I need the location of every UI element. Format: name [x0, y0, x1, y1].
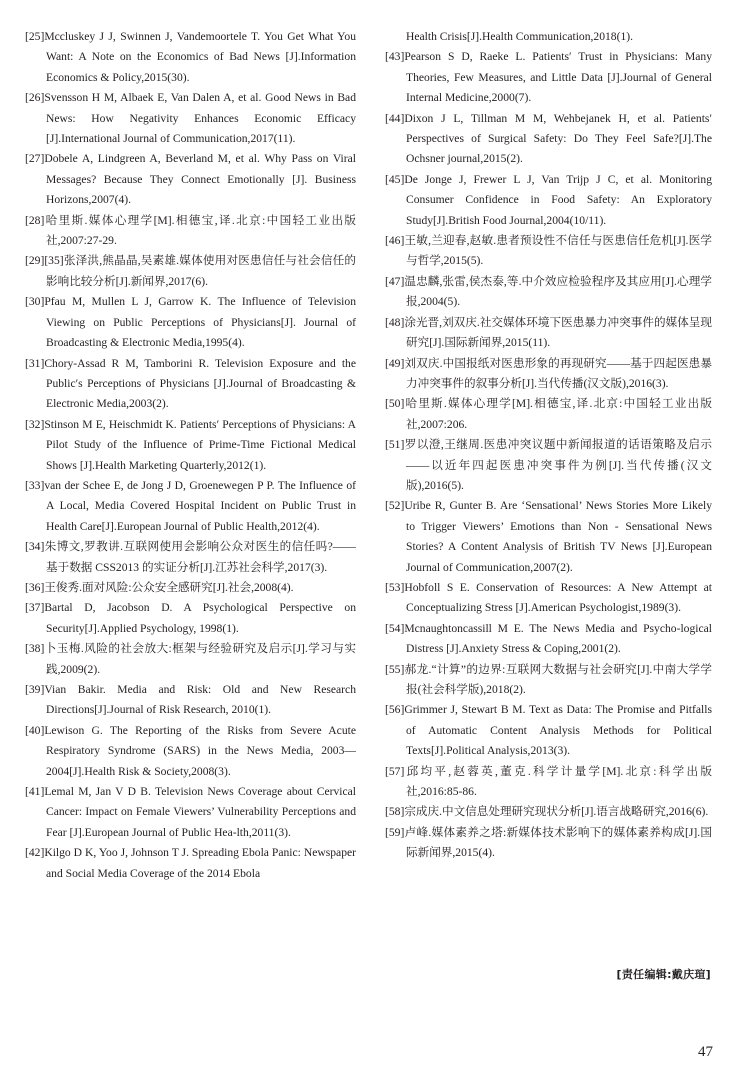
reference-48: [48]涂光晋,刘双庆.社交媒体环境下医患暴力冲突事件的媒体呈现研究[J].国际新闻界,2015(11).: [385, 315, 712, 350]
reference-47: [47]温忠麟,张雷,侯杰泰,等.中介效应检验程序及其应用[J].心理学报,2004(5).: [385, 274, 712, 309]
reference-42: [42]Kilgo D K, Yoo J, Johnson T J. Spreading Ebola Panic: Newspaper and Social Media Coverage of the 2014 Ebola: [25, 846, 356, 880]
reference-29: [29][35]张泽洪,熊晶晶,吴素雄.媒体使用对医患信任与社会信任的影响比较分析[J].新闻界,2017(6).: [25, 254, 356, 288]
reference-33: [33]van der Schee E, de Jong J D, Groenewegen P P. The Influence of A Local, Media Covered Hospital Incident on Public Trust in Health Care[J].European Journal of Public Health,2012(4).: [25, 478, 356, 533]
reference-30: [30]Pfau M, Mullen L J, Garrow K. The Influence of Television Viewing on Public Perceptions of Physicians[J]. Journal of Broadcasting & Electronic Media,1995(4).: [25, 295, 356, 350]
reference-57: [57]邱均平,赵蓉英,董克.科学计量学[M].北京:科学出版社,2016:85-86.: [385, 764, 712, 799]
reference-39: [39]Vian Bakir. Media and Risk: Old and New Research Directions[J].Journal of Risk Research, 2010(1).: [25, 683, 356, 717]
reference-52: [52]Uribe R, Gunter B. Are ‘Sensational’ News Stories More Likely to Trigger Viewers’ Emotions than Non - Sensational News Stories? A Content Analysis of British TV News [J].European Journal of Communication,2007(2).: [385, 499, 712, 574]
reference-46: [46]王敏,兰迎春,赵敏.患者预设性不信任与医患信任危机[J].医学与哲学,2015(5).: [385, 234, 712, 268]
reference-25: [25]Mccluskey J J, Swinnen J, Vandemoortele T. You Get What You Want: A Note on the Economics of Bad News [J].Information Economics & Policy,2015(30).: [25, 30, 356, 84]
reference-26: [26]Svensson H M, Albaek E, Van Dalen A, et al. Good News in Bad News: How Negativity Enhances Economic Efficacy [J].International Journal of Communication,2017(11).: [25, 91, 356, 146]
reference-50: [50]哈里斯.媒体心理学[M].相德宝,译.北京:中国轻工业出版社,2007:206.: [385, 397, 712, 431]
reference-41: [41]Lemal M, Jan V D B. Television News Coverage about Cervical Cancer: Impact on Female Viewers’ Vulnerability Perceptions and Fear [J].European Journal of Public Hea-lth,2011(3).: [25, 785, 356, 839]
reference-59: [59]卢峰.媒体素养之塔:新媒体技术影响下的媒体素养构成[J].国际新闻界,2015(4).: [385, 825, 712, 860]
reference-49: [49]刘双庆.中国报纸对医患形象的再现研究——基于四起医患暴力冲突事件的叙事分析[J].当代传播(汉文版),2016(3).: [385, 356, 712, 390]
reference-42-continued: Health Crisis[J].Health Communication,2018(1).: [406, 30, 634, 43]
references-right-column: [385, 27, 712, 864]
reference-27: [27]Dobele A, Lindgreen A, Beverland M, et al. Why Pass on Viral Messages? Because They Connect Emotionally [J]. Business Horizons,2007(4).: [25, 152, 356, 207]
reference-54: [54]Mcnaughtoncassill M E. The News Media and Psycho-logical Distress [J].Anxiety Stress & Coping,2001(2).: [385, 621, 712, 656]
page-number: 47: [698, 1044, 713, 1060]
reference-34: [34]朱博文,罗教讲.互联网使用会影响公众对医生的信任吗?——基于数据 CSS2013 的实证分析[J].江苏社会科学,2017(3).: [25, 540, 356, 574]
reference-45: [45]De Jonge J, Frewer L J, Van Trijp J C, et al. Monitoring Consumer Confidence in Food Safety: An Exploratory Study[J].British Food Journal,2004(10/11).: [385, 172, 712, 227]
reference-56: [56]Grimmer J, Stewart B M. Text as Data: The Promise and Pitfalls of Automatic Content Analysis Methods for Political Texts[J].Political Analysis,2013(3).: [385, 703, 712, 758]
reference-36: [36]王俊秀.面对风险:公众安全感研究[J].社会,2008(4).: [25, 580, 294, 594]
reference-55: [55]郝龙.“计算”的边界:互联网大数据与社会研究[J].中南大学学报(社会科学版),2018(2).: [385, 662, 712, 696]
reference-58: [58]宗成庆.中文信息处理研究现状分析[J].语言战略研究,2016(6).: [385, 805, 709, 819]
reference-51: [51]罗以澄,王继周.医患冲突议题中新闻报道的话语策略及启示——以近年四起医患冲突事件为例[J].当代传播(汉文版),2016(5).: [385, 438, 712, 492]
reference-40: [40]Lewison G. The Reporting of the Risks from Severe Acute Respiratory Syndrome (SARS) in the News Media, 2003—2004[J].Health Risk & Society,2008(3).: [25, 723, 356, 778]
reference-44: [44]Dixon J L, Tillman M M, Wehbejanek H, et al. Patients′ Perspectives of Surgical Safety: Do They Feel Safe?[J].The Ochsner journal,2015(2).: [385, 111, 712, 166]
reference-28: [28]哈里斯.媒体心理学[M].相德宝,译.北京:中国轻工业出版社,2007:27-29.: [25, 213, 356, 248]
responsible-editor-note: [责任编辑:戴庆瑄]: [616, 968, 711, 981]
reference-53: [53]Hobfoll S E. Conservation of Resources: A New Attempt at Conceptualizing Stress [J].American Psychologist,1989(3).: [385, 580, 712, 615]
reference-43: [43]Pearson S D, Raeke L. Patients′ Trust in Physicians: Many Theories, Few Measures, and Little Data [J].Journal of General Internal Medicine,2000(7).: [385, 50, 712, 105]
reference-32: [32]Stinson M E, Heischmidt K. Patients′ Perceptions of Physicians: A Pilot Study of the Influence of Prime-Time Fictional Medical Shows [J].Health Marketing Quarterly,2012(1).: [25, 417, 356, 472]
reference-31: [31]Chory-Assad R M, Tamborini R. Television Exposure and the Public′s Perceptions of Physicians [J].Journal of Broadcasting & Electronic Media,2003(2).: [25, 356, 356, 411]
references-left-column: [25, 27, 356, 884]
reference-37: [37]Bartal D, Jacobson D. A Psychological Perspective on Security[J].Applied Psychology, 1998(1).: [25, 601, 356, 635]
reference-38: [38]卜玉梅.风险的社会放大:框架与经验研究及启示[J].学习与实践,2009(2).: [25, 642, 356, 676]
